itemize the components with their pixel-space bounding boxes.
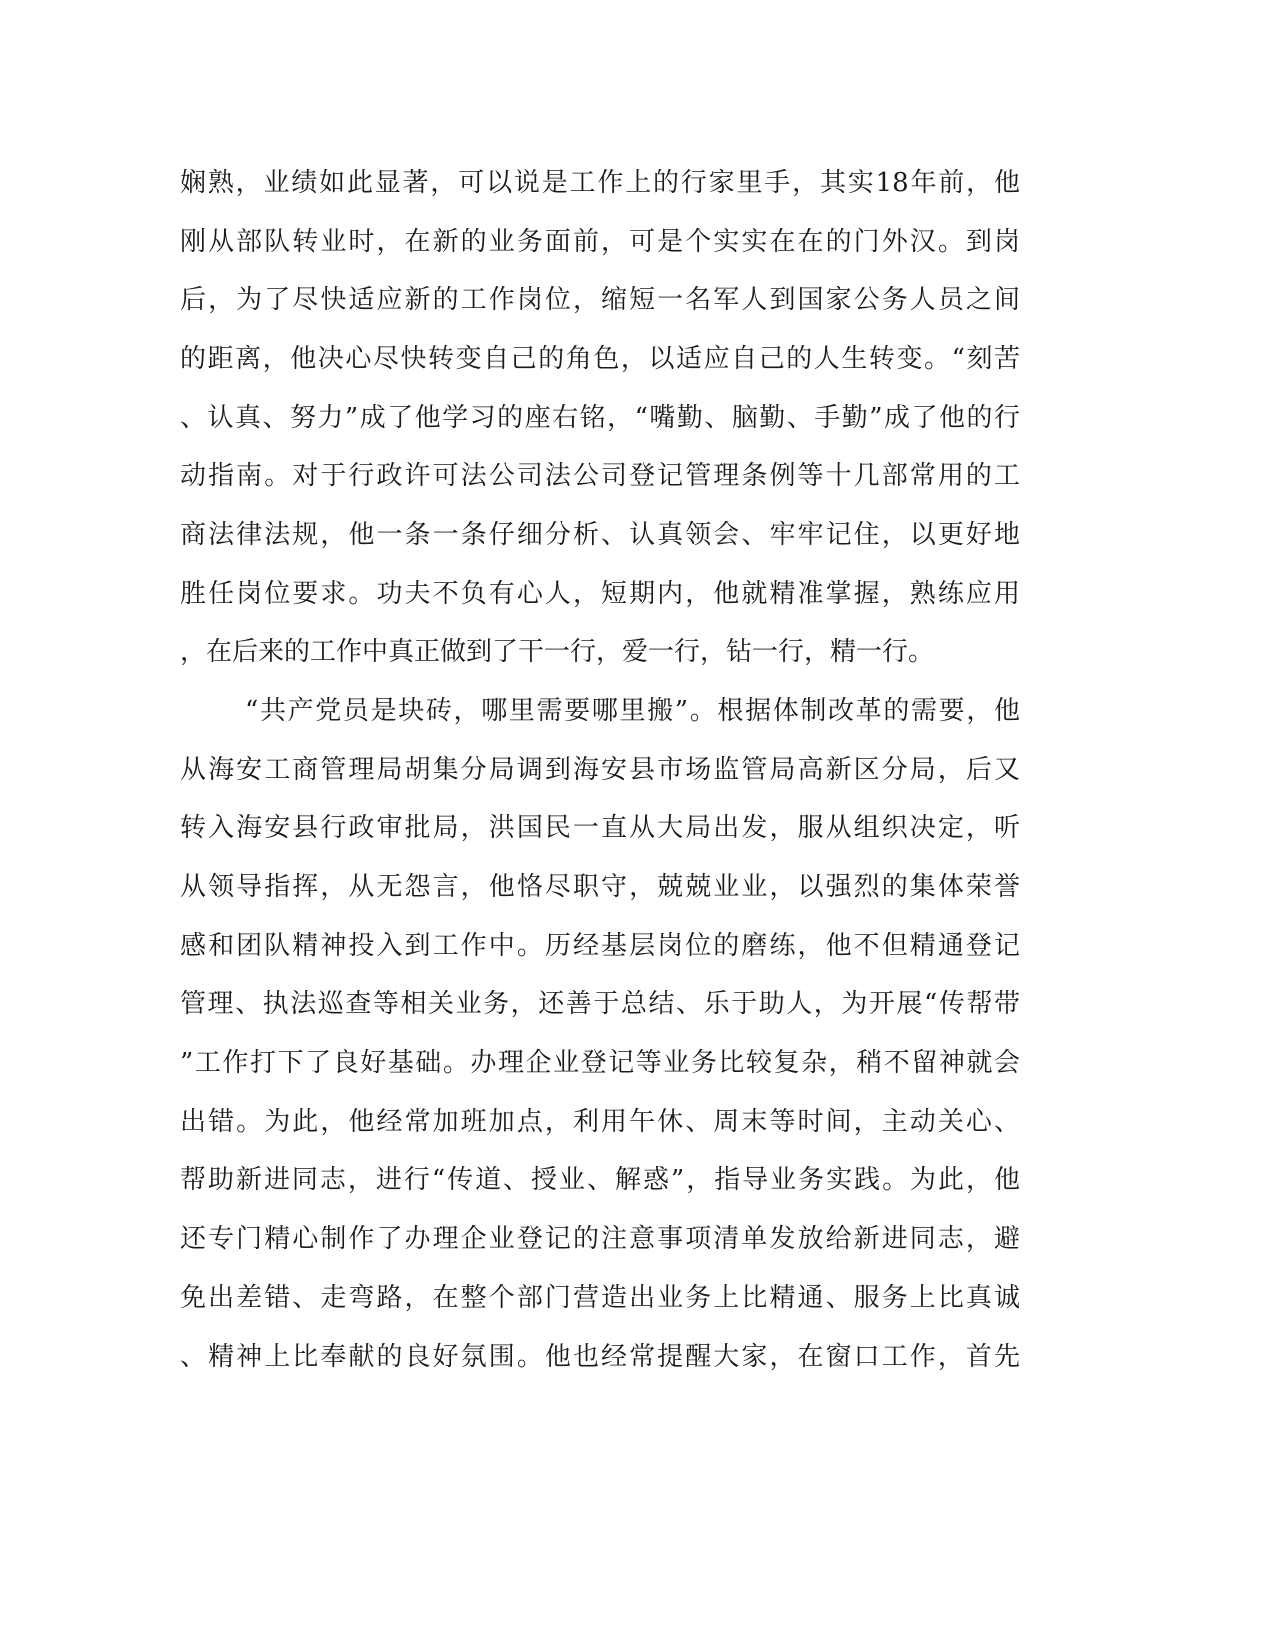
text-line: 、认真、努力”成了他学习的座右铭，“嘴勤、脑勤、手勤”成了他的行 — [180, 403, 1020, 433]
text-line: 商法律法规，他一条一条仔细分析、认真领会、牢牢记住，以更好地 — [180, 520, 1020, 550]
text-line: 动指南。对于行政许可法公司法公司登记管理条例等十几部常用的工 — [180, 461, 1020, 491]
text-line: ”工作打下了良好基础。办理企业登记等业务比较复杂，稍不留神就会 — [180, 1048, 1020, 1078]
text-line: 感和团队精神投入到工作中。历经基层岗位的磨练，他不但精通登记 — [180, 931, 1020, 961]
paragraph-start-line: “共产党员是块砖，哪里需要哪里搬”。根据体制改革的需要，他 — [245, 696, 1020, 726]
text-line: 刚从部队转业时，在新的业务面前，可是个实实在在的门外汉。到岗 — [180, 227, 1020, 257]
text-line: 后，为了尽快适应新的工作岗位，缩短一名军人到国家公务人员之间 — [180, 285, 1020, 315]
text-line: 从领导指挥，从无怨言，他恪尽职守，兢兢业业，以强烈的集体荣誉 — [180, 872, 1020, 902]
text-line: 还专门精心制作了办理企业登记的注意事项清单发放给新进同志，避 — [180, 1224, 1020, 1254]
text-line: 转入海安县行政审批局，洪国民一直从大局出发，服从组织决定，听 — [180, 813, 1020, 843]
text-line: ，在后来的工作中真正做到了干一行，爱一行，钻一行，精一行。 — [180, 637, 935, 667]
text-line: 管理、执法巡查等相关业务，还善于总结、乐于助人，为开展“传帮带 — [180, 989, 1020, 1019]
text-line: 娴熟，业绩如此显著，可以说是工作上的行家里手，其实18年前，他 — [180, 168, 1020, 198]
text-line: 从海安工商管理局胡集分局调到海安县市场监管局高新区分局，后又 — [180, 755, 1020, 785]
text-line: 胜任岗位要求。功夫不负有心人，短期内，他就精准掌握，熟练应用 — [180, 579, 1020, 609]
text-line: 、精神上比奉献的良好氛围。他也经常提醒大家，在窗口工作，首先 — [180, 1342, 1020, 1372]
text-line: 出错。为此，他经常加班加点，利用午休、周末等时间，主动关心、 — [180, 1107, 1020, 1137]
text-line: 免出差错、走弯路，在整个部门营造出业务上比精通、服务上比真诚 — [180, 1283, 1020, 1313]
text-line: 帮助新进同志，进行“传道、授业、解惑”，指导业务实践。为此，他 — [180, 1165, 1020, 1195]
text-line: 的距离，他决心尽快转变自己的角色，以适应自己的人生转变。“刻苦 — [180, 344, 1020, 374]
